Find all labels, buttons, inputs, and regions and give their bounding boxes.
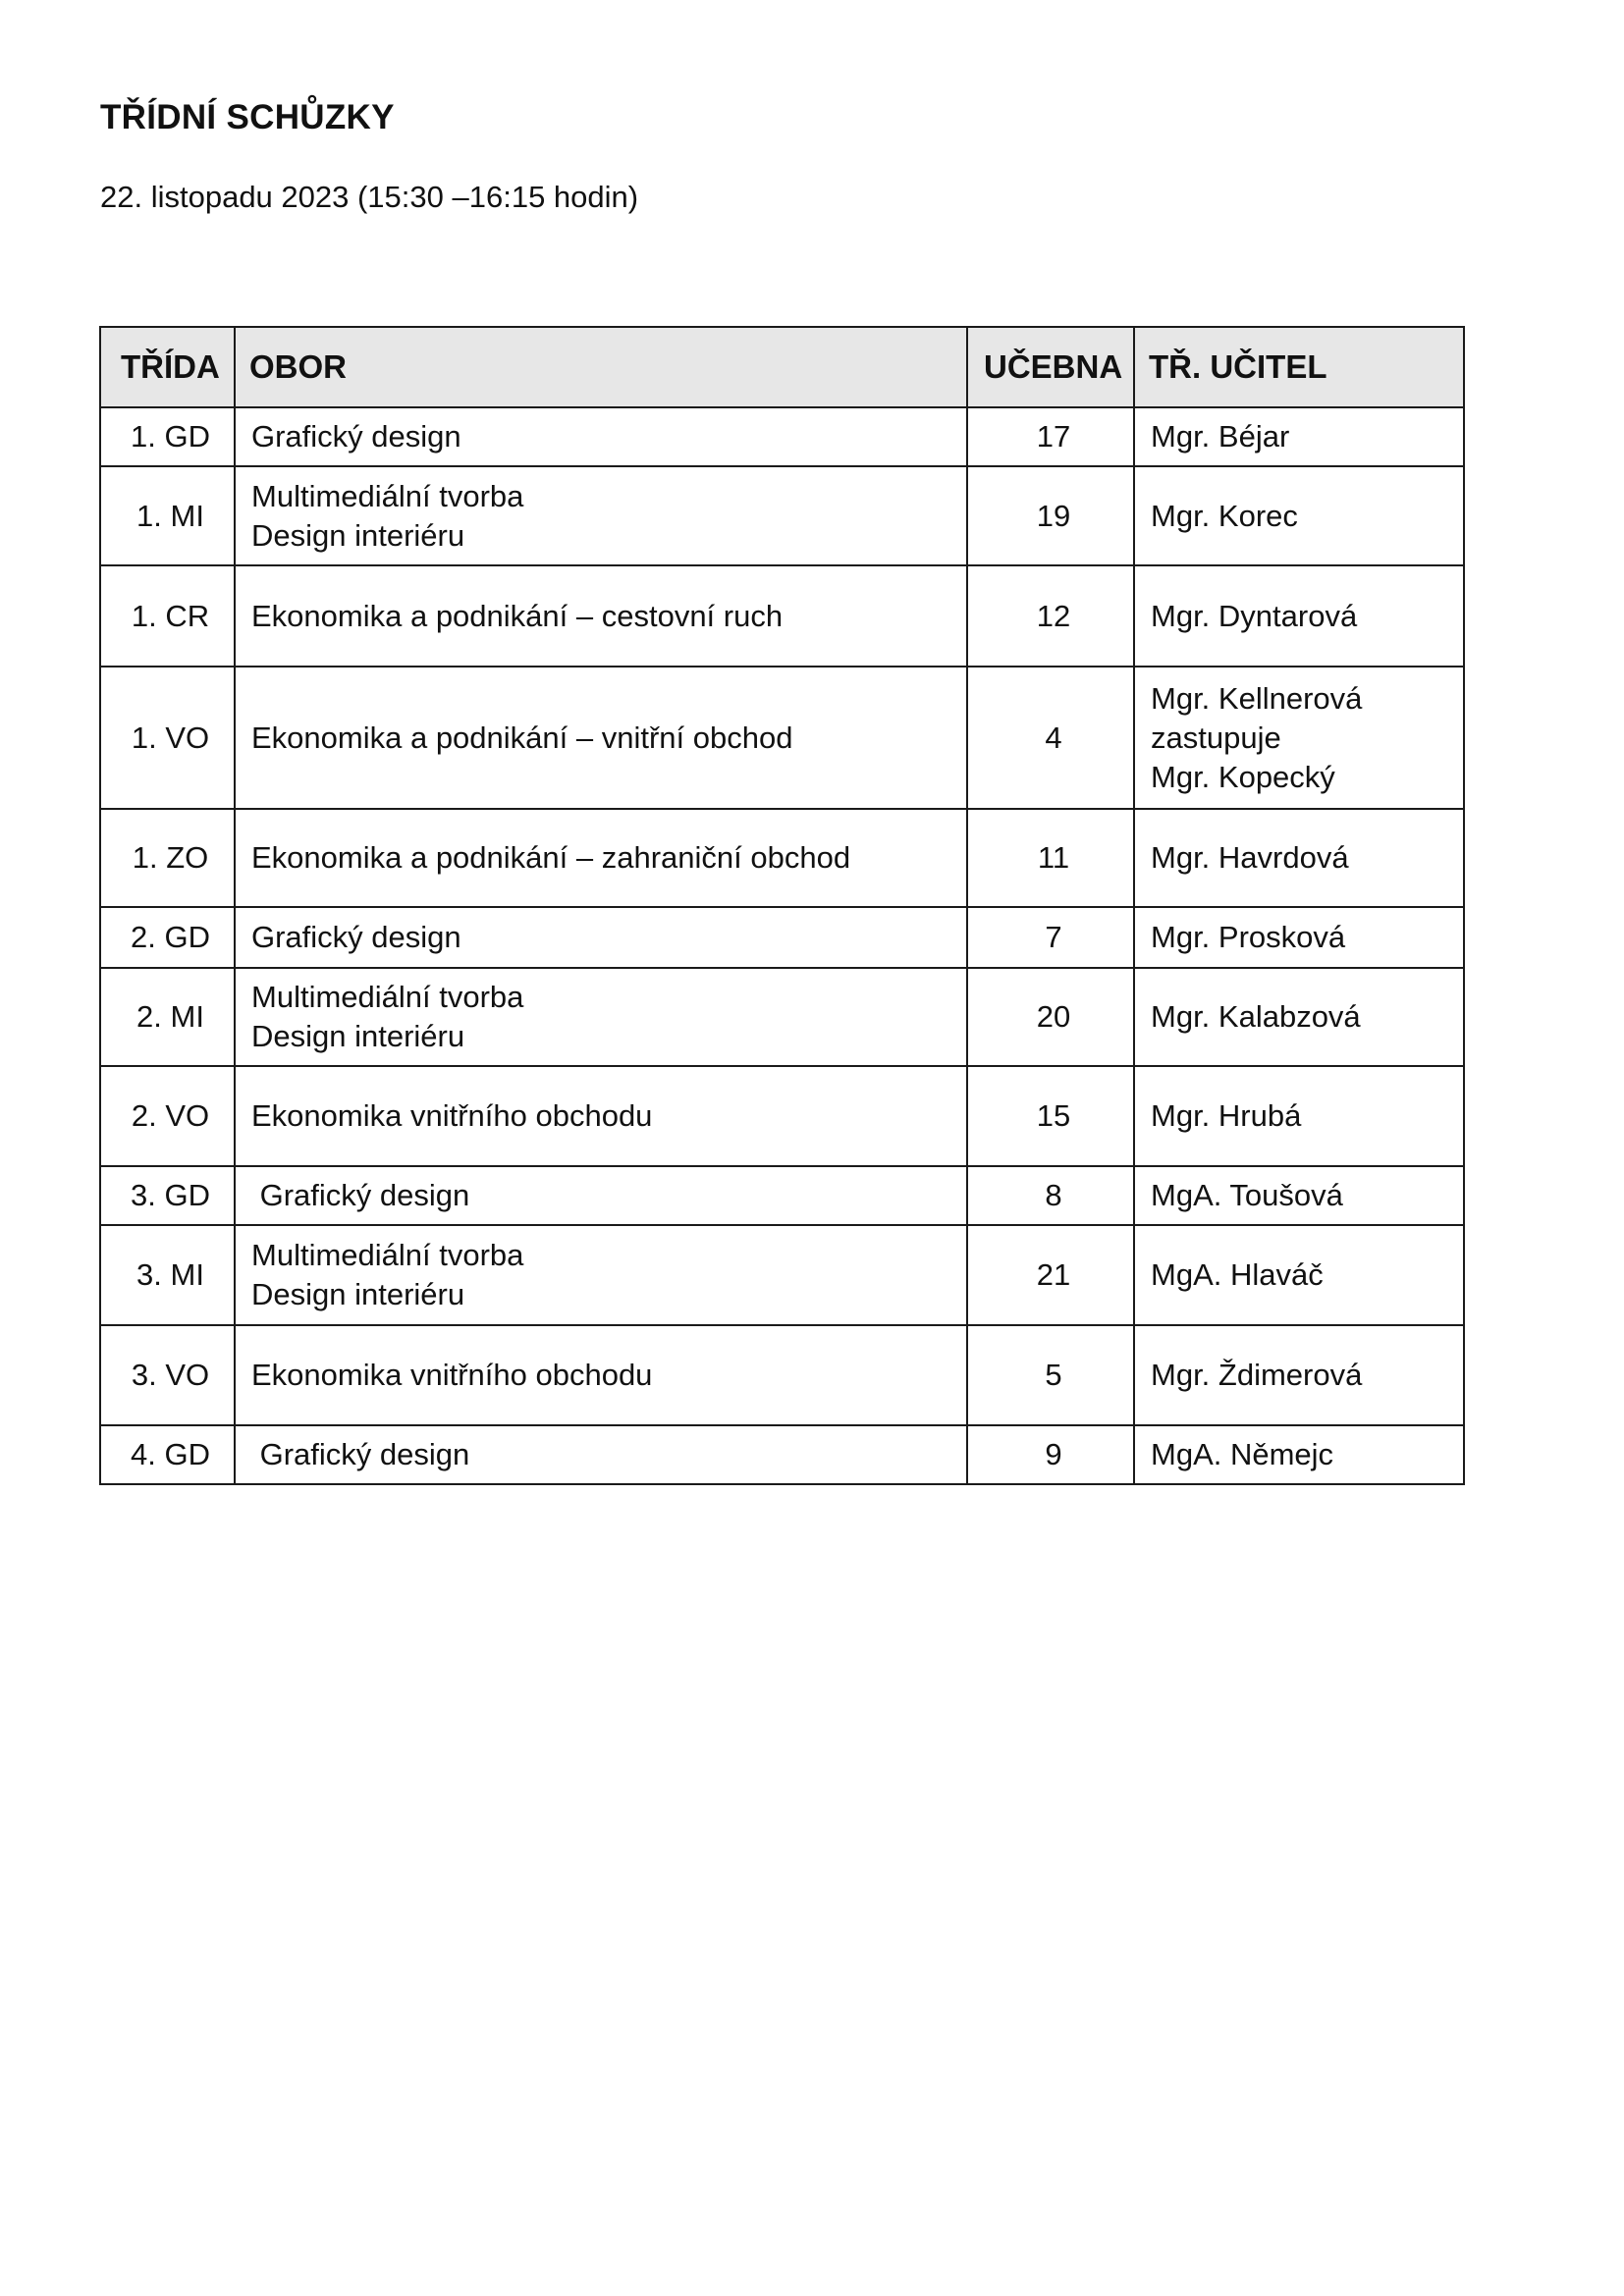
teacher-line: Mgr. Kellnerová	[1151, 680, 1363, 716]
class-cell: 1. MI	[100, 466, 235, 565]
field-line: Ekonomika a podnikání – zahraniční obchod	[251, 840, 851, 875]
meetings-table	[99, 326, 1465, 1485]
teacher-cell	[1134, 1225, 1464, 1325]
header-class: TŘÍDA	[100, 327, 235, 407]
class-cell: 4. GD	[100, 1425, 235, 1484]
room-cell: 5	[967, 1325, 1134, 1425]
table-row	[100, 1425, 1464, 1484]
field-line: Ekonomika a podnikání – cestovní ruch	[251, 598, 784, 633]
table-row	[100, 1066, 1464, 1166]
field-line: Multimediální tvorba	[251, 1238, 524, 1272]
room-cell: 15	[967, 1066, 1134, 1166]
table-body	[100, 407, 1464, 1484]
class-cell: 1. VO	[100, 667, 235, 809]
teacher-line: Mgr. Prosková	[1151, 920, 1346, 954]
field-cell	[235, 1325, 967, 1425]
field-cell	[235, 1166, 967, 1225]
table-row	[100, 907, 1464, 968]
teacher-line: Mgr. Kopecký	[1151, 759, 1335, 794]
field-cell	[235, 565, 967, 667]
field-line: Ekonomika a podnikání – vnitřní obchod	[251, 720, 793, 755]
teacher-cell	[1134, 968, 1464, 1066]
class-cell: 2. GD	[100, 907, 235, 968]
room-cell: 21	[967, 1225, 1134, 1325]
field-cell	[235, 1425, 967, 1484]
field-cell	[235, 907, 967, 968]
field-line: Design interiéru	[251, 517, 465, 553]
table-row	[100, 968, 1464, 1066]
table-row	[100, 1325, 1464, 1425]
field-line: Design interiéru	[251, 1277, 465, 1311]
field-cell	[235, 809, 967, 907]
teacher-line: Mgr. Ždimerová	[1151, 1358, 1363, 1392]
class-cell: 2. VO	[100, 1066, 235, 1166]
teacher-cell	[1134, 1325, 1464, 1425]
table-row	[100, 565, 1464, 667]
teacher-cell	[1134, 667, 1464, 809]
class-cell: 1. CR	[100, 565, 235, 667]
teacher-cell	[1134, 809, 1464, 907]
room-cell: 9	[967, 1425, 1134, 1484]
teacher-line: Mgr. Kalabzová	[1151, 999, 1361, 1034]
teacher-cell	[1134, 565, 1464, 667]
field-line: Grafický design	[251, 419, 461, 454]
teacher-line: Mgr. Havrdová	[1151, 840, 1349, 875]
table-row	[100, 1225, 1464, 1325]
header-teacher: TŘ. UČITEL	[1134, 327, 1464, 407]
room-cell: 7	[967, 907, 1134, 968]
teacher-cell	[1134, 466, 1464, 565]
room-cell: 12	[967, 565, 1134, 667]
meeting-date: 22. listopadu 2023 (15:30 –16:15 hodin)	[100, 180, 639, 214]
teacher-cell	[1134, 1425, 1464, 1484]
class-cell: 3. VO	[100, 1325, 235, 1425]
header-field: OBOR	[235, 327, 967, 407]
field-cell	[235, 466, 967, 565]
teacher-cell	[1134, 407, 1464, 466]
field-line: Ekonomika vnitřního obchodu	[251, 1098, 653, 1133]
page-title: TŘÍDNÍ SCHŮZKY	[100, 98, 395, 136]
teacher-line: Mgr. Dyntarová	[1151, 598, 1358, 633]
field-line: Design interiéru	[251, 1019, 465, 1053]
class-cell: 1. GD	[100, 407, 235, 466]
table-row	[100, 809, 1464, 907]
field-cell	[235, 407, 967, 466]
table-row	[100, 466, 1464, 565]
table-row	[100, 1166, 1464, 1225]
teacher-line: zastupuje	[1151, 720, 1281, 755]
field-line: Multimediální tvorba	[251, 980, 524, 1014]
field-cell	[235, 968, 967, 1066]
teacher-line: Mgr. Korec	[1151, 498, 1298, 533]
teacher-line: MgA. Toušová	[1151, 1178, 1343, 1212]
field-line: Grafický design	[251, 920, 461, 954]
room-cell: 11	[967, 809, 1134, 907]
room-cell: 17	[967, 407, 1134, 466]
teacher-line: Mgr. Hrubá	[1151, 1098, 1302, 1133]
table-header-row	[100, 327, 1464, 407]
teacher-line: MgA. Hlaváč	[1151, 1257, 1324, 1292]
field-line: Grafický design	[251, 1437, 470, 1471]
field-cell	[235, 667, 967, 809]
field-line: Grafický design	[251, 1178, 470, 1212]
class-cell: 3. MI	[100, 1225, 235, 1325]
teacher-cell	[1134, 1066, 1464, 1166]
room-cell: 8	[967, 1166, 1134, 1225]
room-cell: 19	[967, 466, 1134, 565]
table-row	[100, 667, 1464, 809]
field-cell	[235, 1225, 967, 1325]
teacher-cell	[1134, 907, 1464, 968]
field-line: Ekonomika vnitřního obchodu	[251, 1358, 653, 1392]
room-cell: 4	[967, 667, 1134, 809]
teacher-line: Mgr. Béjar	[1151, 419, 1290, 454]
teacher-cell	[1134, 1166, 1464, 1225]
teacher-line: MgA. Němejc	[1151, 1437, 1334, 1471]
class-cell: 3. GD	[100, 1166, 235, 1225]
header-room: UČEBNA	[967, 327, 1134, 407]
table-row	[100, 407, 1464, 466]
field-cell	[235, 1066, 967, 1166]
room-cell: 20	[967, 968, 1134, 1066]
field-line: Multimediální tvorba	[251, 478, 524, 513]
class-cell: 2. MI	[100, 968, 235, 1066]
class-cell: 1. ZO	[100, 809, 235, 907]
